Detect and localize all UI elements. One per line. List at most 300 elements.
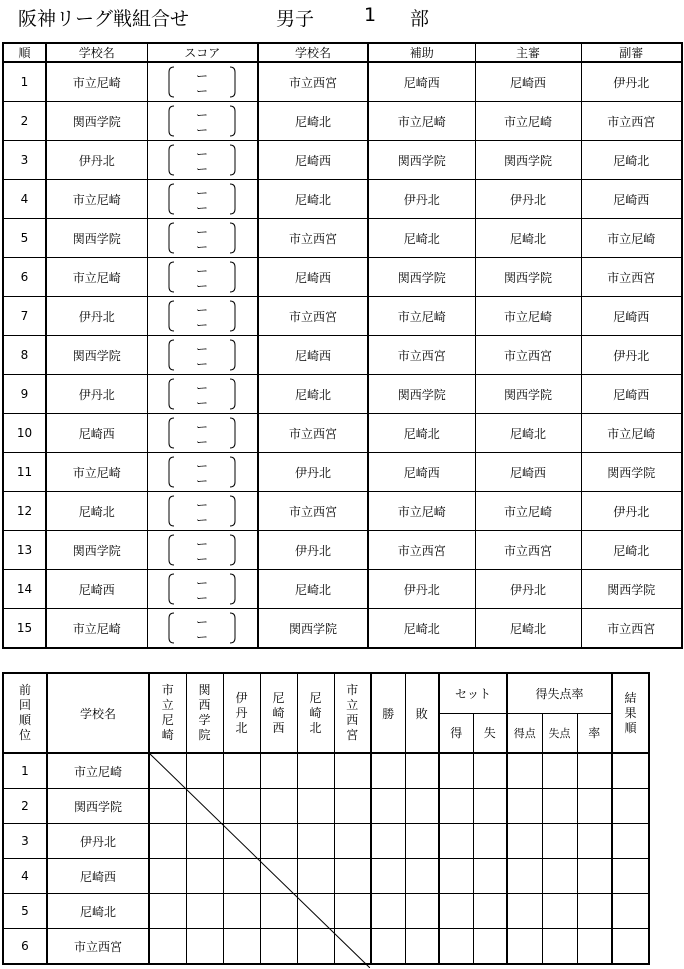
school-b: 市立西宮: [258, 492, 368, 531]
result-vs-opponent-3[interactable]: [223, 859, 260, 894]
result-vs-opponent-6[interactable]: [334, 859, 371, 894]
school-a: 関西学院: [46, 219, 147, 258]
losses-cell[interactable]: [405, 789, 439, 824]
sub-umpire-school: 伊丹北: [581, 492, 682, 531]
score-cell[interactable]: [147, 609, 258, 649]
assist-school: 伊丹北: [368, 180, 475, 219]
match-order: 12: [3, 492, 46, 531]
standings-row: [3, 894, 649, 929]
match-order: 14: [3, 570, 46, 609]
sets-lost-cell[interactable]: [473, 824, 507, 859]
sub-umpire-school: 市立西宮: [581, 258, 682, 297]
match-order: 7: [3, 297, 46, 336]
sets-lost-cell[interactable]: [473, 929, 507, 965]
assist-school: 伊丹北: [368, 570, 475, 609]
col-header-assist: 補助: [368, 43, 475, 62]
sets-lost-cell[interactable]: [473, 859, 507, 894]
score-bracket-icon: [167, 104, 237, 138]
col-header-order: 順: [3, 43, 46, 62]
score-dash-top: ー: [196, 459, 209, 473]
assist-school: 尼崎北: [368, 219, 475, 258]
points-against-cell[interactable]: [542, 859, 577, 894]
sub-umpire-school: 尼崎西: [581, 180, 682, 219]
match-order: 8: [3, 336, 46, 375]
school-b: 市立西宮: [258, 297, 368, 336]
schedule-row: [3, 609, 682, 649]
school-a: 市立尼崎: [46, 609, 147, 649]
result-vs-opponent-5[interactable]: [297, 929, 334, 965]
score-bracket-icon: [167, 65, 237, 99]
score-dash-bottom: ー: [196, 630, 209, 644]
points-against-cell[interactable]: [542, 894, 577, 929]
schedule-row: [3, 180, 682, 219]
school-a: 伊丹北: [46, 141, 147, 180]
school-b: 尼崎北: [258, 102, 368, 141]
result-vs-opponent-5[interactable]: [297, 824, 334, 859]
wins-cell[interactable]: [371, 753, 405, 789]
assist-school: 尼崎北: [368, 609, 475, 649]
schedule-row: [3, 375, 682, 414]
school-a: 尼崎西: [46, 414, 147, 453]
sub-umpire-school: 市立尼崎: [581, 219, 682, 258]
col-header-result-rank: 結 果 順: [612, 673, 649, 753]
result-vs-opponent-6[interactable]: [334, 929, 371, 965]
losses-cell[interactable]: [405, 824, 439, 859]
col-header-school: 学校名: [47, 673, 149, 753]
rate-cell[interactable]: [577, 789, 612, 824]
score-dash-bottom: ー: [196, 513, 209, 527]
col-header-opponent-3: 伊 丹 北: [223, 673, 260, 753]
score-cell[interactable]: [147, 453, 258, 492]
score-dash-top: ー: [196, 186, 209, 200]
match-order: 3: [3, 141, 46, 180]
standings-row: [3, 789, 649, 824]
school-name: 伊丹北: [47, 824, 149, 859]
result-vs-opponent-1[interactable]: [149, 929, 186, 965]
score-bracket-icon: [167, 377, 237, 411]
standings-row: [3, 929, 649, 965]
school-name: 市立尼崎: [47, 753, 149, 789]
wins-cell[interactable]: [371, 859, 405, 894]
school-a: 尼崎北: [46, 492, 147, 531]
score-bracket-icon: [167, 299, 237, 333]
match-order: 4: [3, 180, 46, 219]
school-a: 市立尼崎: [46, 180, 147, 219]
result-vs-opponent-6[interactable]: [334, 824, 371, 859]
score-bracket-icon: [167, 572, 237, 606]
col-header-sets-won: 得: [439, 713, 473, 753]
sub-umpire-school: 尼崎北: [581, 141, 682, 180]
result-vs-opponent-2[interactable]: [186, 789, 223, 824]
score-dash-top: ー: [196, 303, 209, 317]
assist-school: 関西学院: [368, 141, 475, 180]
match-order: 10: [3, 414, 46, 453]
points-for-cell[interactable]: [507, 929, 542, 965]
score-dash-top: ー: [196, 420, 209, 434]
score-dash-top: ー: [196, 537, 209, 551]
wins-cell[interactable]: [371, 824, 405, 859]
prev-rank: 2: [3, 789, 47, 824]
score-bracket-icon: [167, 143, 237, 177]
schedule-row: [3, 258, 682, 297]
schedule-row: [3, 570, 682, 609]
score-bracket-icon: [167, 182, 237, 216]
col-header-prev-rank: 前 回 順 位: [3, 673, 47, 753]
umpire-school: 伊丹北: [475, 570, 581, 609]
schedule-row: [3, 102, 682, 141]
score-dash-bottom: ー: [196, 552, 209, 566]
score-dash-bottom: ー: [196, 240, 209, 254]
score-dash-top: ー: [196, 381, 209, 395]
umpire-school: 関西学院: [475, 141, 581, 180]
match-schedule-table: [2, 42, 683, 649]
rate-cell[interactable]: [577, 894, 612, 929]
page-header: [18, 2, 678, 32]
match-order: 13: [3, 531, 46, 570]
result-vs-opponent-1[interactable]: [149, 789, 186, 824]
school-b: 市立西宮: [258, 219, 368, 258]
col-header-opponent-4: 尼 崎 西: [260, 673, 297, 753]
division-suffix: 部: [410, 8, 430, 30]
umpire-school: 尼崎北: [475, 609, 581, 649]
result-vs-opponent-4[interactable]: [260, 859, 297, 894]
school-a: 関西学院: [46, 102, 147, 141]
result-vs-opponent-2[interactable]: [186, 929, 223, 965]
result-rank-cell[interactable]: [612, 859, 649, 894]
score-dash-bottom: ー: [196, 123, 209, 137]
result-vs-opponent-3[interactable]: [223, 824, 260, 859]
points-for-cell[interactable]: [507, 824, 542, 859]
result-vs-opponent-1[interactable]: [149, 859, 186, 894]
wins-cell[interactable]: [371, 789, 405, 824]
col-header-opponent-5: 尼 崎 北: [297, 673, 334, 753]
result-vs-opponent-2[interactable]: [186, 894, 223, 929]
assist-school: 市立尼崎: [368, 102, 475, 141]
score-dash-bottom: ー: [196, 201, 209, 215]
match-order: 15: [3, 609, 46, 649]
col-header-school-a: 学校名: [46, 43, 147, 62]
school-b: 尼崎西: [258, 258, 368, 297]
col-header-sub-umpire: 副審: [581, 43, 682, 62]
school-a: 尼崎西: [46, 570, 147, 609]
prev-rank: 6: [3, 929, 47, 965]
score-dash-bottom: ー: [196, 396, 209, 410]
umpire-school: 市立西宮: [475, 531, 581, 570]
umpire-school: 市立尼崎: [475, 297, 581, 336]
score-dash-bottom: ー: [196, 318, 209, 332]
school-name: 尼崎北: [47, 894, 149, 929]
col-header-rate: 率: [577, 713, 612, 753]
points-against-cell[interactable]: [542, 824, 577, 859]
standings-row: [3, 824, 649, 859]
result-rank-cell[interactable]: [612, 929, 649, 965]
match-order: 5: [3, 219, 46, 258]
score-dash-top: ー: [196, 147, 209, 161]
match-order: 2: [3, 102, 46, 141]
rate-cell[interactable]: [577, 859, 612, 894]
result-rank-cell[interactable]: [612, 753, 649, 789]
school-a: 伊丹北: [46, 297, 147, 336]
result-vs-opponent-1[interactable]: [149, 753, 186, 789]
score-bracket-icon: [167, 494, 237, 528]
sets-won-cell[interactable]: [439, 753, 473, 789]
umpire-school: 市立西宮: [475, 336, 581, 375]
schedule-header-row: [3, 43, 682, 62]
rate-cell[interactable]: [577, 929, 612, 965]
score-cell[interactable]: [147, 336, 258, 375]
points-against-cell[interactable]: [542, 789, 577, 824]
assist-school: 市立尼崎: [368, 297, 475, 336]
score-dash-top: ー: [196, 576, 209, 590]
points-for-cell[interactable]: [507, 753, 542, 789]
result-vs-opponent-6[interactable]: [334, 753, 371, 789]
result-vs-opponent-3[interactable]: [223, 929, 260, 965]
result-vs-opponent-4[interactable]: [260, 929, 297, 965]
school-b: 尼崎西: [258, 336, 368, 375]
school-b: 伊丹北: [258, 453, 368, 492]
col-header-umpire: 主審: [475, 43, 581, 62]
wins-cell[interactable]: [371, 894, 405, 929]
rate-cell[interactable]: [577, 753, 612, 789]
rate-cell[interactable]: [577, 824, 612, 859]
umpire-school: 尼崎北: [475, 414, 581, 453]
points-for-cell[interactable]: [507, 859, 542, 894]
result-vs-opponent-5[interactable]: [297, 753, 334, 789]
losses-cell[interactable]: [405, 929, 439, 965]
col-header-opponent-2: 関 西 学 院: [186, 673, 223, 753]
score-cell[interactable]: [147, 219, 258, 258]
points-against-cell[interactable]: [542, 929, 577, 965]
losses-cell[interactable]: [405, 753, 439, 789]
score-dash-bottom: ー: [196, 591, 209, 605]
sub-umpire-school: 関西学院: [581, 453, 682, 492]
schedule-row: [3, 297, 682, 336]
school-name: 関西学院: [47, 789, 149, 824]
sets-lost-cell[interactable]: [473, 753, 507, 789]
standings-header-row: [3, 673, 649, 713]
score-bracket-icon: [167, 533, 237, 567]
score-cell[interactable]: [147, 141, 258, 180]
school-b: 尼崎北: [258, 570, 368, 609]
score-dash-top: ー: [196, 342, 209, 356]
school-a: 市立尼崎: [46, 62, 147, 102]
assist-school: 関西学院: [368, 375, 475, 414]
score-cell[interactable]: [147, 102, 258, 141]
col-header-score: スコア: [147, 43, 258, 62]
score-cell[interactable]: [147, 531, 258, 570]
result-rank-cell[interactable]: [612, 894, 649, 929]
assist-school: 市立西宮: [368, 531, 475, 570]
assist-school: 尼崎北: [368, 414, 475, 453]
score-dash-bottom: ー: [196, 435, 209, 449]
score-bracket-icon: [167, 455, 237, 489]
school-b: 尼崎北: [258, 180, 368, 219]
sets-lost-cell[interactable]: [473, 789, 507, 824]
sets-won-cell[interactable]: [439, 789, 473, 824]
result-vs-opponent-2[interactable]: [186, 753, 223, 789]
result-vs-opponent-5[interactable]: [297, 894, 334, 929]
col-header-points-against: 失点: [542, 713, 577, 753]
schedule-row: [3, 453, 682, 492]
umpire-school: 関西学院: [475, 258, 581, 297]
assist-school: 尼崎西: [368, 453, 475, 492]
col-header-wins: 勝: [371, 673, 405, 753]
prev-rank: 3: [3, 824, 47, 859]
umpire-school: 市立尼崎: [475, 492, 581, 531]
col-header-sets: セット: [439, 673, 507, 713]
sets-won-cell[interactable]: [439, 894, 473, 929]
sub-umpire-school: 尼崎北: [581, 531, 682, 570]
umpire-school: 尼崎北: [475, 219, 581, 258]
schedule-row: [3, 62, 682, 102]
result-vs-opponent-1[interactable]: [149, 824, 186, 859]
result-vs-opponent-5[interactable]: [297, 859, 334, 894]
match-order: 1: [3, 62, 46, 102]
col-header-points-for: 得点: [507, 713, 542, 753]
standings-table: [2, 672, 650, 965]
result-vs-opponent-6[interactable]: [334, 894, 371, 929]
losses-cell[interactable]: [405, 859, 439, 894]
school-a: 関西学院: [46, 531, 147, 570]
score-dash-bottom: ー: [196, 474, 209, 488]
col-header-opponent-1: 市 立 尼 崎: [149, 673, 186, 753]
umpire-school: 市立尼崎: [475, 102, 581, 141]
score-dash-bottom: ー: [196, 162, 209, 176]
umpire-school: 伊丹北: [475, 180, 581, 219]
assist-school: 尼崎西: [368, 62, 475, 102]
sub-umpire-school: 関西学院: [581, 570, 682, 609]
score-cell[interactable]: [147, 258, 258, 297]
score-cell[interactable]: [147, 414, 258, 453]
school-name: 市立西宮: [47, 929, 149, 965]
prev-rank: 4: [3, 859, 47, 894]
sub-umpire-school: 市立西宮: [581, 102, 682, 141]
sets-won-cell[interactable]: [439, 824, 473, 859]
losses-cell[interactable]: [405, 894, 439, 929]
school-b: 伊丹北: [258, 531, 368, 570]
division-number: 1: [364, 4, 377, 26]
score-dash-top: ー: [196, 108, 209, 122]
sub-umpire-school: 尼崎西: [581, 375, 682, 414]
school-a: 市立尼崎: [46, 453, 147, 492]
schedule-row: [3, 336, 682, 375]
score-dash-bottom: ー: [196, 84, 209, 98]
gender-label: 男子: [276, 8, 315, 30]
wins-cell[interactable]: [371, 929, 405, 965]
page-title: 阪神リーグ戦組合せ: [18, 8, 190, 30]
prev-rank: 5: [3, 894, 47, 929]
school-b: 尼崎西: [258, 141, 368, 180]
school-b: 市立西宮: [258, 62, 368, 102]
school-a: 市立尼崎: [46, 258, 147, 297]
result-vs-opponent-3[interactable]: [223, 753, 260, 789]
score-cell[interactable]: [147, 297, 258, 336]
col-header-losses: 敗: [405, 673, 439, 753]
match-order: 11: [3, 453, 46, 492]
standings-row: [3, 753, 649, 789]
sub-umpire-school: 伊丹北: [581, 336, 682, 375]
score-dash-bottom: ー: [196, 279, 209, 293]
score-cell[interactable]: [147, 570, 258, 609]
schedule-row: [3, 531, 682, 570]
sub-umpire-school: 尼崎西: [581, 297, 682, 336]
score-dash-top: ー: [196, 264, 209, 278]
points-against-cell[interactable]: [542, 753, 577, 789]
schedule-row: [3, 141, 682, 180]
schedule-row: [3, 219, 682, 258]
col-header-opponent-6: 市 立 西 宮: [334, 673, 371, 753]
score-bracket-icon: [167, 338, 237, 372]
result-vs-opponent-2[interactable]: [186, 859, 223, 894]
sub-umpire-school: 伊丹北: [581, 62, 682, 102]
result-vs-opponent-4[interactable]: [260, 894, 297, 929]
school-a: 関西学院: [46, 336, 147, 375]
match-order: 6: [3, 258, 46, 297]
match-order: 9: [3, 375, 46, 414]
school-b: 市立西宮: [258, 414, 368, 453]
sets-won-cell[interactable]: [439, 859, 473, 894]
score-cell[interactable]: [147, 180, 258, 219]
umpire-school: 尼崎西: [475, 453, 581, 492]
assist-school: 市立尼崎: [368, 492, 475, 531]
schedule-row: [3, 492, 682, 531]
assist-school: 関西学院: [368, 258, 475, 297]
result-vs-opponent-1[interactable]: [149, 894, 186, 929]
score-cell[interactable]: [147, 62, 258, 102]
score-cell[interactable]: [147, 375, 258, 414]
result-vs-opponent-3[interactable]: [223, 789, 260, 824]
school-b: 尼崎北: [258, 375, 368, 414]
points-for-cell[interactable]: [507, 894, 542, 929]
score-bracket-icon: [167, 221, 237, 255]
schedule-row: [3, 414, 682, 453]
sets-lost-cell[interactable]: [473, 894, 507, 929]
result-vs-opponent-4[interactable]: [260, 753, 297, 789]
result-rank-cell[interactable]: [612, 789, 649, 824]
score-dash-top: ー: [196, 69, 209, 83]
assist-school: 市立西宮: [368, 336, 475, 375]
result-vs-opponent-2[interactable]: [186, 824, 223, 859]
umpire-school: 尼崎西: [475, 62, 581, 102]
sets-won-cell[interactable]: [439, 929, 473, 965]
sub-umpire-school: 市立西宮: [581, 609, 682, 649]
col-header-point-rate: 得失点率: [507, 673, 612, 713]
standings-row: [3, 859, 649, 894]
score-bracket-icon: [167, 260, 237, 294]
col-header-sets-lost: 失: [473, 713, 507, 753]
score-bracket-icon: [167, 416, 237, 450]
score-dash-top: ー: [196, 498, 209, 512]
score-dash-top: ー: [196, 225, 209, 239]
umpire-school: 関西学院: [475, 375, 581, 414]
score-dash-bottom: ー: [196, 357, 209, 371]
prev-rank: 1: [3, 753, 47, 789]
result-rank-cell[interactable]: [612, 824, 649, 859]
score-bracket-icon: [167, 611, 237, 645]
points-for-cell[interactable]: [507, 789, 542, 824]
result-vs-opponent-4[interactable]: [260, 824, 297, 859]
result-vs-opponent-5[interactable]: [297, 789, 334, 824]
col-header-school-b: 学校名: [258, 43, 368, 62]
result-vs-opponent-4[interactable]: [260, 789, 297, 824]
result-vs-opponent-3[interactable]: [223, 894, 260, 929]
score-cell[interactable]: [147, 492, 258, 531]
school-name: 尼崎西: [47, 859, 149, 894]
sub-umpire-school: 市立尼崎: [581, 414, 682, 453]
school-a: 伊丹北: [46, 375, 147, 414]
result-vs-opponent-6[interactable]: [334, 789, 371, 824]
score-dash-top: ー: [196, 615, 209, 629]
